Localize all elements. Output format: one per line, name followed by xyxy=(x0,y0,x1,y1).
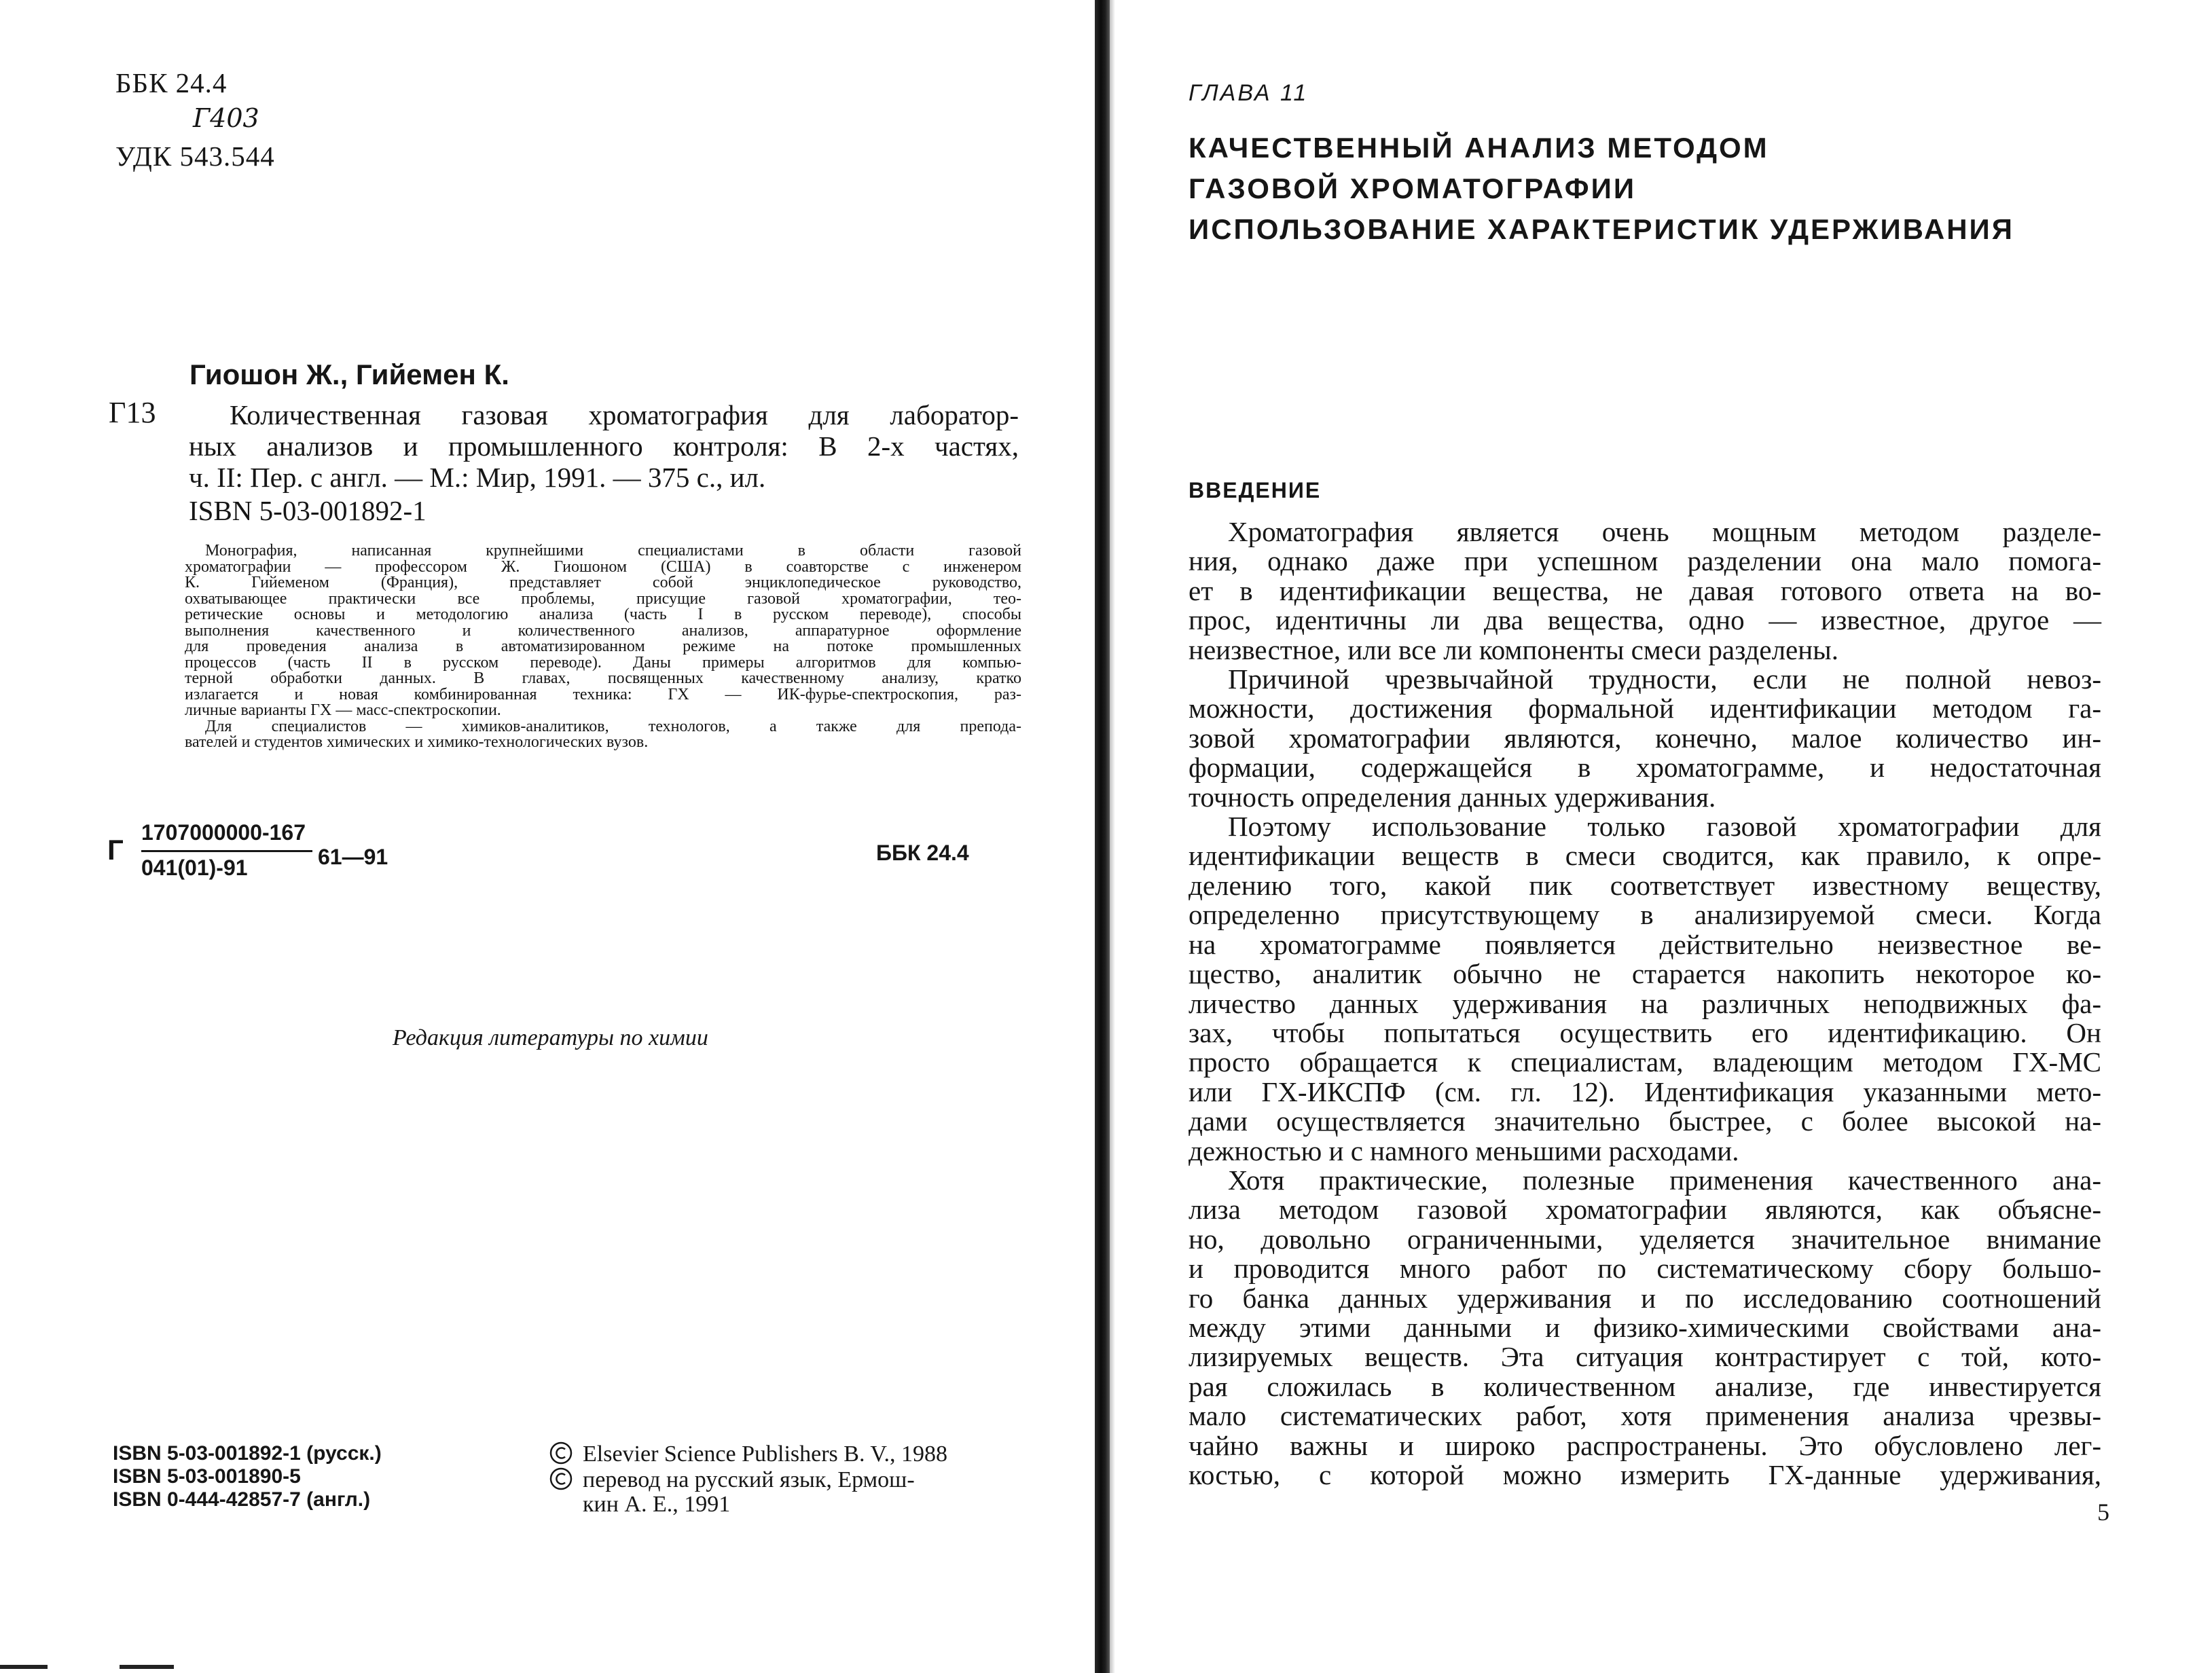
body-line: но, довольно ограниченными, уделяется значительное внимание xyxy=(1189,1223,2101,1255)
chapter-title-line: КАЧЕСТВЕННЫЙ АНАЛИЗ МЕТОДОМ xyxy=(1189,132,1769,164)
authors: Гиошон Ж., Гийемен К. xyxy=(189,358,509,390)
body-line: идентификации веществ в смеси сводится, как правило, к опре- xyxy=(1189,840,2101,872)
body-line: на хроматограмме появляется действительно неизвестное ве- xyxy=(1189,928,2101,960)
chapter-title xyxy=(1189,128,2014,250)
body-line: или ГХ-ИКСПФ (см. гл. 12). Идентификация указанными мето- xyxy=(1189,1076,2101,1107)
abstract-line: охватывающее практически все проблемы, присущие газовой хроматографии, тео- xyxy=(185,589,1021,608)
scan-mark xyxy=(0,1665,48,1669)
chapter-label: ГЛАВА 11 xyxy=(1189,80,1309,106)
body-line: личество данных удерживания на различных неподвижных фа- xyxy=(1189,987,2101,1019)
body-line: дами осуществляется значительно быстрее, с более высокой на- xyxy=(1189,1105,2101,1137)
udk-code: УДК 543.544 xyxy=(115,141,275,172)
body-line: ния, однако даже при успешном разделении она мало помога- xyxy=(1189,545,2101,577)
abstract-line: К. Гийеменом (Франция), представляет собой энциклопедическое руководство, xyxy=(185,574,1021,591)
abstract-line: личные варианты ГХ — масс-спектроскопии. xyxy=(185,701,501,719)
isbn-list xyxy=(113,1442,382,1511)
body-line: зовой хроматографии являются, конечно, малое количество ин- xyxy=(1189,722,2101,754)
abstract-line: Для специалистов — химиков-аналитиков, технологов, а также для препода- xyxy=(205,717,1021,735)
book-gutter xyxy=(1095,0,1110,1673)
isbn-entry: ISBN 5-03-001892-1 (русск.) xyxy=(113,1442,382,1465)
copyright-line xyxy=(549,1467,1024,1492)
body-line: точность определения данных удерживания. xyxy=(1189,781,1716,813)
isbn-entry: ISBN 5-03-001890-5 xyxy=(113,1465,301,1488)
abstract-line: вателей и студентов химических и химико-технологических вузов. xyxy=(185,733,649,751)
body-line: Хотя практические, полезные применения качественного ана- xyxy=(1228,1164,2101,1196)
title-line: Количественная газовая хроматография для лаборатор- xyxy=(230,399,1019,430)
book-title xyxy=(189,399,1019,493)
chapter-title-line: ИСПОЛЬЗОВАНИЕ ХАРАКТЕРИСТИК УДЕРЖИВАНИЯ xyxy=(1189,213,2014,245)
body-line: лиза методом газовой хроматографии являются, как объясне- xyxy=(1189,1194,2101,1226)
abstract-line: Монография, написанная крупнейшими специалистами в области газовой xyxy=(205,542,1021,559)
body-text xyxy=(1189,517,2101,1490)
page-number: 5 xyxy=(2097,1499,2109,1526)
body-line: Хроматография является очень мощным методом разделе- xyxy=(1228,516,2101,547)
body-line: чайно важны и широко распространены. Это обусловлено лег- xyxy=(1189,1429,2101,1461)
body-line: ет в идентификации вещества, не давая готового ответа на во- xyxy=(1189,574,2101,606)
title-line: ч. II: Пер. с англ. — М.: Мир, 1991. — 375 с., ил. xyxy=(189,462,766,493)
catalog-letter: Г xyxy=(107,834,124,866)
body-line: лизируемых веществ. Эта ситуация контрастирует с той, кото- xyxy=(1189,1341,2101,1373)
title-line: ных анализов и промышленного контроля: В 2-х частях, xyxy=(189,430,1019,462)
body-line: мало систематических работ, хотя применения анализа чрезвы- xyxy=(1189,1400,2101,1432)
body-line: костью, с которой можно измерить ГХ-данные удерживания, xyxy=(1189,1459,2101,1490)
section-heading: ВВЕДЕНИЕ xyxy=(1189,478,1322,502)
body-line: Поэтому использование только газовой хроматографии для xyxy=(1228,811,2101,843)
catalog-numerator: 1707000000-167 xyxy=(141,820,306,845)
copyright-holder: Elsevier Science Publishers B. V., 1988 xyxy=(583,1441,948,1467)
body-line: прос, идентичны ли два вещества, одно — известное, другое — xyxy=(1189,604,2101,636)
body-line: дежностью и с намного меньшими расходами. xyxy=(1189,1135,1739,1166)
copyright-block xyxy=(549,1441,1024,1517)
body-line: неизвестное, или все ли компоненты смеси разделены. xyxy=(1189,633,1838,665)
abstract-line: хроматографии — профессором Ж. Гиошоном (США) в соавторстве с инженером xyxy=(185,557,1021,576)
bbk-code: ББК 24.4 xyxy=(115,67,228,98)
catalog-fraction-bar xyxy=(141,850,312,852)
copyright-icon xyxy=(549,1467,573,1491)
catalog-denominator: 041(01)-91 xyxy=(141,856,248,880)
shelf-code: Г13 xyxy=(109,396,156,429)
body-line: между этими данными и физико-химическими свойствами ана- xyxy=(1189,1311,2101,1343)
copyright-line xyxy=(549,1441,1024,1467)
handwritten-code: Г403 xyxy=(193,103,259,133)
isbn-main: ISBN 5-03-001892-1 xyxy=(189,495,427,526)
body-line: щество, аналитик обычно не старается накопить некоторое ко- xyxy=(1189,958,2101,990)
abstract-line: процессов (часть II в русском переводе). Даны примеры алгоритмов для компью- xyxy=(185,653,1021,672)
body-line: и проводится много работ по систематическому сбору большо- xyxy=(1189,1253,2101,1285)
abstract-line: излагается и новая комбинированная техника: ГХ — ИК-фурье-спектроскопия, раз- xyxy=(185,685,1021,703)
body-line: просто обращается к специалистам, владеющим методом ГХ-МС xyxy=(1189,1046,2101,1078)
body-line: Причиной чрезвычайной трудности, если не полной невоз- xyxy=(1228,663,2101,695)
abstract xyxy=(185,543,1021,751)
catalog-bbk: ББК 24.4 xyxy=(876,841,969,865)
isbn-entry: ISBN 0-444-42857-7 (англ.) xyxy=(113,1488,371,1511)
body-line: рая сложилась в количественном анализе, где инвестируется xyxy=(1189,1370,2101,1402)
edition-note: Редакция литературы по химии xyxy=(393,1025,708,1050)
copyright-icon xyxy=(549,1441,573,1465)
body-line: зах, чтобы попытаться осуществить его идентификацию. Он xyxy=(1189,1016,2101,1048)
scan-mark xyxy=(120,1665,174,1669)
body-line: определенно присутствующему в анализируемой смеси. Когда xyxy=(1189,899,2101,931)
catalog-suffix: 61—91 xyxy=(318,845,388,869)
copyright-line: кин А. Е., 1991 xyxy=(583,1492,731,1517)
body-line: го банка данных удерживания и по исследованию соотношений xyxy=(1189,1282,2101,1314)
translation-copyright: перевод на русский язык, Ермош- xyxy=(583,1467,915,1492)
abstract-line: для проведения анализа в автоматизированном режиме на потоке промышленных xyxy=(185,638,1021,655)
body-line: формации, содержащейся в хроматограмме, и недостаточная xyxy=(1189,752,2101,784)
abstract-line: ретические основы и методологию анализа (часть I в русском переводе), способы xyxy=(185,606,1021,623)
right-page xyxy=(1114,0,2212,1673)
body-line: делению того, какой пик соответствует известному веществу, xyxy=(1189,869,2101,901)
body-line: можности, достижения формальной идентификации методом га- xyxy=(1189,693,2101,724)
left-page xyxy=(0,0,1093,1673)
chapter-title-line: ГАЗОВОЙ ХРОМАТОГРАФИИ xyxy=(1189,172,1637,204)
abstract-line: терной обработки данных. В главах, посвященных качественному анализу, кратко xyxy=(185,669,1021,687)
abstract-line: выполнения качественного и количественного анализов, аппаратурное оформление xyxy=(185,621,1021,640)
